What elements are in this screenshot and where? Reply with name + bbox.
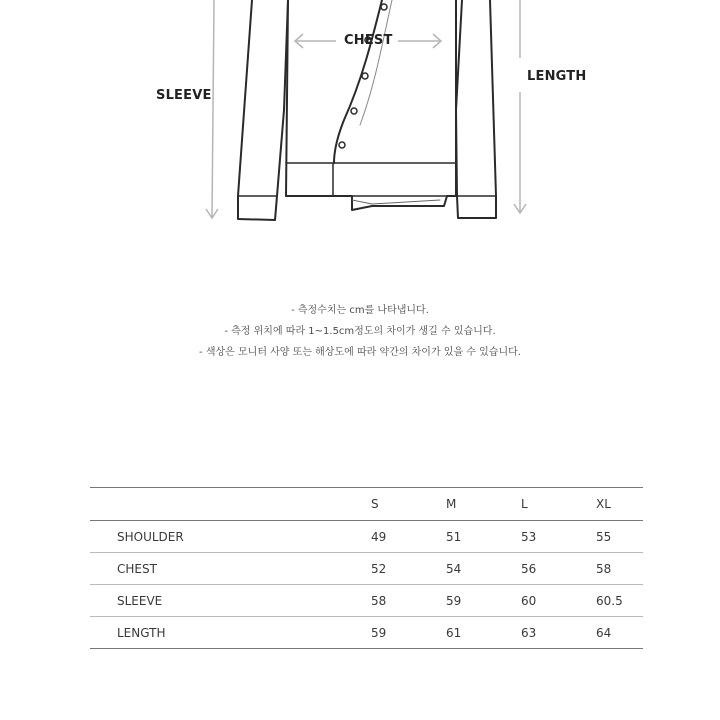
right-sleeve xyxy=(456,0,496,218)
row-label: CHEST xyxy=(117,561,157,576)
table-cell: 63 xyxy=(521,625,537,640)
row-label: SHOULDER xyxy=(117,529,184,544)
note-line: - 측정 위치에 따라 1~1.5cm정도의 차이가 생길 수 있습니다. xyxy=(224,326,496,337)
header-cell: S xyxy=(371,497,379,511)
button-3 xyxy=(362,73,368,79)
header-cell: XL xyxy=(596,497,611,511)
note-line: - 측정수치는 cm를 나타냅니다. xyxy=(291,305,429,316)
table-header-row xyxy=(90,488,643,521)
sleeve-arrow xyxy=(212,0,214,217)
table-cell: 64 xyxy=(596,625,612,640)
size-table xyxy=(90,487,643,649)
table-cell: 60.5 xyxy=(596,593,623,608)
table-cell: 60 xyxy=(521,593,537,608)
table-row xyxy=(90,553,643,585)
table-cell: 49 xyxy=(371,529,387,544)
table-cell: 55 xyxy=(596,529,612,544)
button-5 xyxy=(339,142,345,148)
table-cell: 61 xyxy=(446,625,462,640)
header-cell: M xyxy=(446,497,457,511)
header-cell xyxy=(90,488,371,521)
table-cell: 58 xyxy=(371,593,387,608)
button-4 xyxy=(351,108,357,114)
table-row xyxy=(90,585,643,617)
header-cell: L xyxy=(521,497,528,511)
row-label: SLEEVE xyxy=(117,593,163,608)
sleeve-label: SLEEVE xyxy=(156,88,212,103)
table-cell: 59 xyxy=(446,593,462,608)
body-outline xyxy=(286,0,456,210)
table-cell: 52 xyxy=(371,561,387,576)
chest-label: CHEST xyxy=(344,33,393,48)
table-cell: 56 xyxy=(521,561,537,576)
table-cell: 54 xyxy=(446,561,462,576)
table-cell: 58 xyxy=(596,561,612,576)
note-line: - 색상은 모니터 사양 또는 해상도에 따라 약간의 차이가 있을 수 있습니다. xyxy=(199,347,521,358)
front-placket xyxy=(334,0,382,163)
table-row xyxy=(90,617,643,649)
table-cell: 53 xyxy=(521,529,537,544)
table-cell: 51 xyxy=(446,529,462,544)
table-row xyxy=(90,521,643,553)
button-1 xyxy=(381,4,387,10)
measurement-notes xyxy=(0,300,720,363)
left-sleeve xyxy=(238,0,288,220)
row-label: LENGTH xyxy=(117,625,166,640)
table-cell: 59 xyxy=(371,625,387,640)
length-label: LENGTH xyxy=(527,69,587,84)
